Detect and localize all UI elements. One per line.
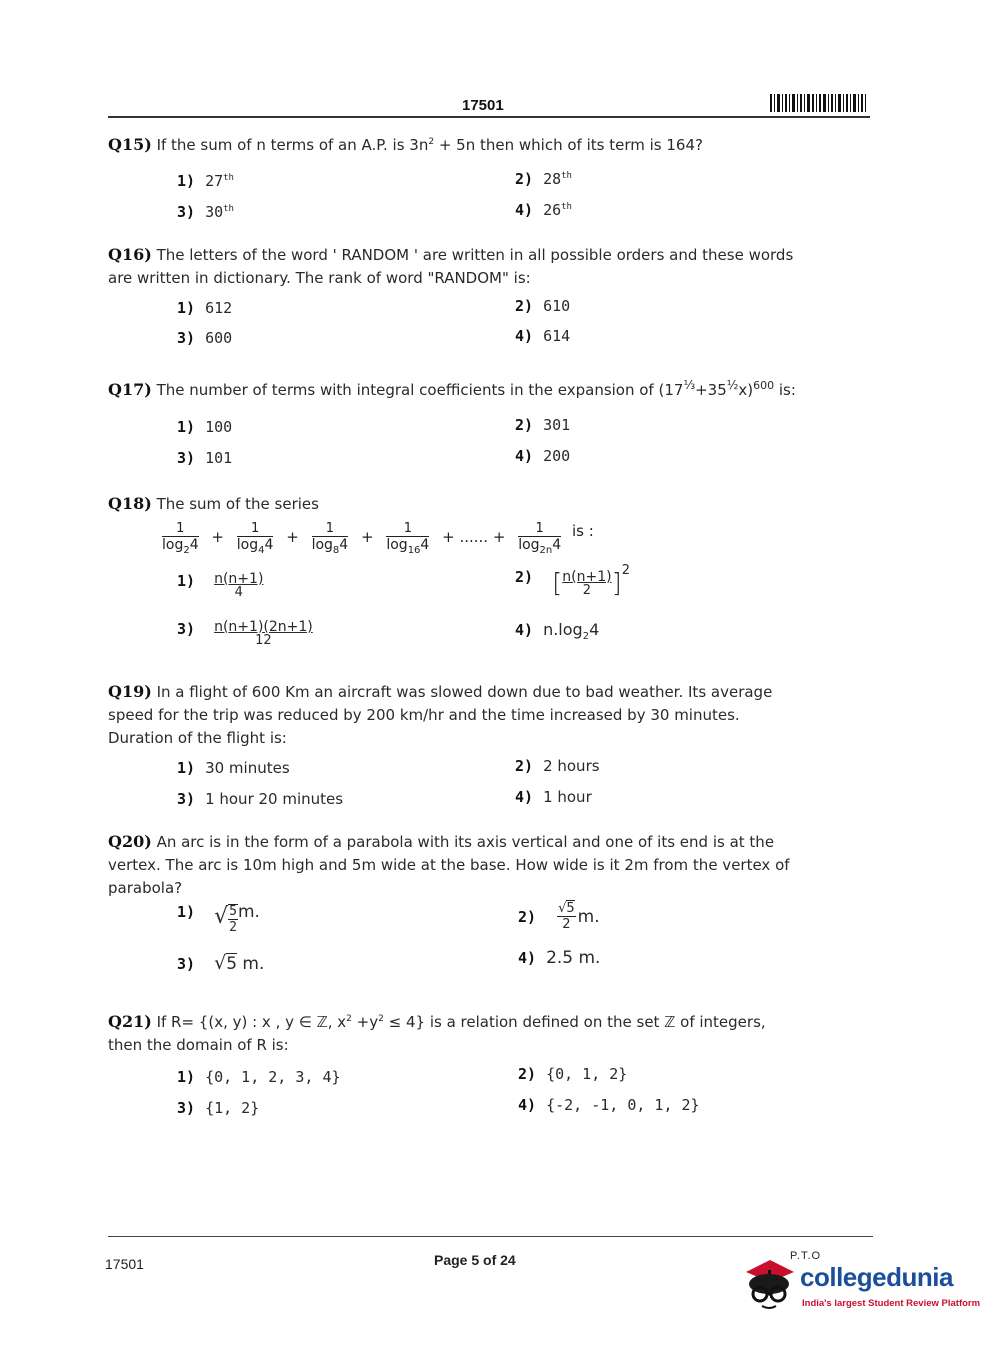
q21-option-4[interactable]: 4) {-2, -1, 0, 1, 2} <box>518 1096 700 1114</box>
binomial-expression: $(17^{\frac{1}{3}}+35^{\frac{1}{2}}x)^{600}$ <box>658 378 775 399</box>
q18-option-4[interactable]: 4) $n.\log_24$ <box>515 620 600 643</box>
q18-option-2[interactable]: 2) [ $\frac{n(n+1)}{2}$ ]$^2$ <box>515 563 630 599</box>
q19-option-1[interactable]: 1) 30 minutes <box>177 759 290 777</box>
series-term-1: $\frac{1}{\log_24}$ <box>162 521 199 556</box>
q20-option-1[interactable]: 1) √ $\frac{5}{2}$ m. <box>177 902 260 935</box>
question-number: Q18) <box>108 494 152 513</box>
question-number: Q15) <box>108 135 152 154</box>
header-rule <box>108 116 870 118</box>
q19-option-2[interactable]: 2) 2 hours <box>515 757 600 775</box>
q20-option-3[interactable]: 3) √5 m. <box>177 952 265 974</box>
question-number: Q21) <box>108 1012 152 1031</box>
brand-logo-text: collegedunia <box>800 1262 953 1292</box>
series-term-4: $\frac{1}{\log_{16}4}$ <box>386 521 430 556</box>
question-number: Q16) <box>108 245 152 264</box>
q20-option-4[interactable]: 4) 2.5 m. <box>518 948 601 968</box>
series-term-3: $\frac{1}{\log_84}$ <box>311 521 349 556</box>
footer-code: 17501 <box>105 1256 144 1272</box>
question-number: Q19) <box>108 682 152 701</box>
q16-option-2[interactable]: 2) 610 <box>515 297 571 315</box>
q17-option-1[interactable]: 1) 100 <box>177 418 233 436</box>
pto-label: P.T.O <box>790 1250 822 1262</box>
q18-option-3[interactable]: 3) $\frac{n(n+1)(2n+1)}{12}$ <box>177 619 313 648</box>
series-term-n: $\frac{1}{\log_{2n}4}$ <box>518 521 562 556</box>
question-number: Q17) <box>108 380 152 399</box>
q21-option-2[interactable]: 2) {0, 1, 2} <box>518 1065 628 1083</box>
question-19: Q19) In a flight of 600 Km an aircraft was slowed down due to bad weather. Its average speed for the trip was reduced by 200 km/hr and the time increased by 30 minutes. Duration of the flight is: <box>108 682 773 747</box>
q15-option-1[interactable]: 1) 27th <box>177 172 234 190</box>
page-number: Page 5 of 24 <box>434 1252 516 1268</box>
question-17: Q17) The number of terms with integral coefficients in the expansion of $(17^{\frac{1}{3}}+35^{\frac{1}{2}}x)^{600}$ is: <box>108 378 796 399</box>
question-18: Q18) The sum of the series <box>108 494 319 513</box>
q15-option-2[interactable]: 2) 28th <box>515 170 572 188</box>
series-expression: $\frac{1}{\log_24}$ + $\frac{1}{\log_44}$ + $\frac{1}{\log_84}$ + $\frac{1}{\log_{16}4}$ + ...... + $\frac{1}{\log_{2n}4}$ is : <box>162 521 594 556</box>
q18-option-1[interactable]: 1) $\frac{n(n+1)}{4}$ <box>177 571 264 600</box>
q19-option-4[interactable]: 4) 1 hour <box>515 788 592 806</box>
question-number: Q20) <box>108 832 152 851</box>
q16-option-3[interactable]: 3) 600 <box>177 329 233 347</box>
q20-option-2[interactable]: 2) $\frac{√5}{2}$ m. <box>518 901 600 932</box>
q17-option-2[interactable]: 2) 301 <box>515 416 571 434</box>
question-21: Q21) If R= {(x, y) : x , y ∈ ℤ, $x^2 +y^2 \le 4$} is a relation defined on the set ℤ of integers, then the domain of R is: <box>108 1012 766 1054</box>
q17-option-4[interactable]: 4) 200 <box>515 447 571 465</box>
q21-option-3[interactable]: 3) {1, 2} <box>177 1099 260 1117</box>
collegedunia-mascot-icon <box>740 1254 798 1312</box>
brand-tagline: India's largest Student Review Platform <box>802 1298 981 1309</box>
question-20: Q20) An arc is in the form of a parabola with its axis vertical and one of its end is at the vertex. The arc is 10m high and 5m wide at the base. How wide is it 2m from the vertex of parabola? <box>108 832 790 897</box>
q15-option-3[interactable]: 3) 30th <box>177 203 234 221</box>
q17-option-3[interactable]: 3) 101 <box>177 449 233 467</box>
q15-option-4[interactable]: 4) 26th <box>515 201 572 219</box>
footer-rule <box>108 1236 873 1237</box>
question-16: Q16) The letters of the word ' RANDOM ' are written in all possible orders and these words are written in dictionary. The rank of word "RANDOM" is: <box>108 245 794 287</box>
q19-option-3[interactable]: 3) 1 hour 20 minutes <box>177 790 344 808</box>
question-15: Q15) If the sum of n terms of an A.P. is $3n^2 + 5n$ then which of its term is 164? <box>108 135 703 154</box>
exam-code: 17501 <box>462 97 504 114</box>
barcode-icon <box>768 92 868 114</box>
q21-option-1[interactable]: 1) {0, 1, 2, 3, 4} <box>177 1068 341 1086</box>
q16-option-4[interactable]: 4) 614 <box>515 327 571 345</box>
q16-option-1[interactable]: 1) 612 <box>177 299 233 317</box>
series-term-2: $\frac{1}{\log_44}$ <box>236 521 274 556</box>
